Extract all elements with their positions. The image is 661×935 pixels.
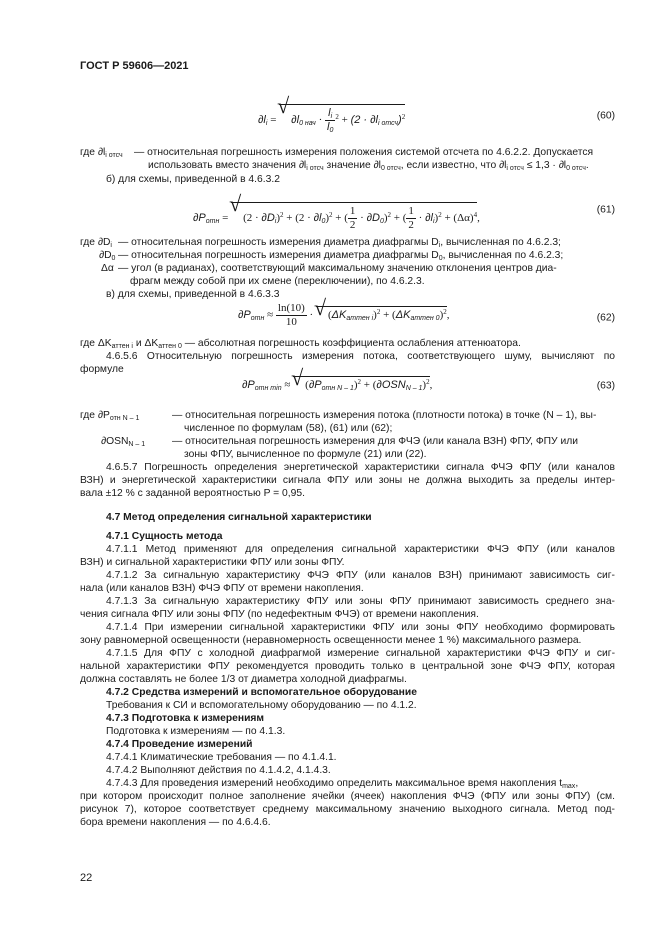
def63-d1-line2: численное по формулам (58), (61) или (62); — [184, 423, 393, 434]
p4712-line1: 4.7.1.2 За сигнальную характеристику ФЧЭ ФПУ (или каналов ВЗН) принимают зависимость сиг- — [106, 570, 615, 581]
p4714-line1: 4.7.1.4 При измерении сигнальной характеристики ФПУ или зоны ФПУ необходимо формировать — [106, 622, 615, 633]
p4715-line1: 4.7.1.5 Для ФПУ с холодной диафрагмой измерение сигнальной характеристики ФЧЭ ФПУ и сиг- — [106, 648, 615, 659]
p4741: 4.7.4.1 Климатические требования — по 4.1.4.1. — [106, 752, 337, 763]
equation-60-number: (60) — [596, 110, 615, 122]
def61-d1-text: — относительная погрешность измерения диаметра диафрагмы $D_i$, вычисленная по 4.6.2.3; — [118, 237, 561, 249]
p4656-line1: 4.6.5.6 Относительную погрешность измерения потока, соответствующего шуму, вычисляют по — [106, 351, 615, 362]
equation-62 — [80, 298, 615, 338]
section-4-7-2-text: Требования к СИ и вспомогательному оборудованию — по 4.1.2. — [106, 700, 417, 711]
def61-d2-symbol: $\partial D_0$ — [99, 250, 116, 262]
p4743-line2: при котором происходит полное заполнение ячейки (ячеек) накопления ФЧЭ (ФПУ или зоны ФПУ) (см. — [80, 791, 615, 802]
p4742: 4.7.4.2 Выполняют действия по 4.1.4.2, 4.1.4.3. — [106, 765, 331, 776]
p4713-line2: чения сигнала ФПУ или зоны ФПУ (по недефектным ФЧЭ) от времени накопления. — [80, 609, 479, 620]
p4713-line1: 4.7.1.3 За сигнальную характеристику ФПУ или зоны ФПУ принимают зависимость среднего зна- — [106, 596, 615, 607]
p4711-line1: 4.7.1.1 Метод применяют для определения сигнальной характеристики ФЧЭ ФПУ (или каналов — [106, 544, 615, 555]
p4715-line2: нальной характеристики ФПУ рекомендуется проводить только в центральной зоне ФЧЭ ФПУ, которая — [80, 661, 615, 672]
item-c: в) для схемы, приведенной в 4.6.3.3 — [106, 289, 280, 300]
section-4-7-1-title: 4.7.1 Сущность метода — [106, 531, 223, 542]
p4743-line4: бора времени накопления — по 4.6.4.6. — [80, 817, 271, 828]
p4657-line2: ВЗН) и энергетической характеристики сигнала ФПУ или зоны не должна выходить за пределы интер- — [80, 475, 615, 486]
def61-d1-symbol: где $\partial D_i$ — [80, 237, 112, 249]
def63-d2-symbol: $\partial OSN_{N - 1}$ — [101, 436, 146, 448]
section-4-7-title: 4.7 Метод определения сигнальной характеристики — [106, 512, 372, 523]
page-number: 22 — [80, 872, 93, 884]
section-4-7-3-title: 4.7.3 Подготовка к измерениям — [106, 713, 265, 724]
section-4-7-3-text: Подготовка к измерениям — по 4.1.3. — [106, 726, 286, 737]
standard-header: ГОСТ Р 59606—2021 — [80, 60, 189, 72]
def60-line2: использовать вместо значения $\partial l_{i отсч}$ значение $\partial l_{0 отсч}$, если известно, что $\partial l_{i отсч} \le 1,3 \cdot \partial l_{0 отсч}$. — [148, 160, 589, 172]
equation-62-formula: $\partial P_{отн}$ ≈ $\frac{\ln(10)}{10}$ · √ $(\Delta K_{аттен i})^2 + (\Delta K_{аттен 0})^2$, — [238, 302, 450, 329]
equation-63-formula: $\partial P_{отн min}$ ≈ √ $(\partial P_{отн N - 1})^2 + (\partial OSN_{N - 1})^2$, — [242, 376, 432, 392]
def63-d2-line1: — относительная погрешность измерения для ФЧЭ (или канала ВЗН) ФПУ, ФПУ или — [172, 436, 578, 447]
p4657-line3: вала ±12 % с заданной вероятностью P = 0,95. — [80, 488, 305, 499]
equation-62-number: (62) — [596, 312, 615, 324]
def63-d1-symbol: где $\partial P_{отн N - 1}$ — [80, 410, 140, 422]
equation-63 — [80, 366, 615, 406]
def61-d3-symbol: Δα — [101, 263, 114, 274]
def63-d1-line1: — относительная погрешность измерения потока (плотности потока) в точке (N – 1), вы- — [172, 410, 597, 421]
p4656-line2: формуле — [80, 364, 124, 375]
def62: где $\Delta K_{аттен i}$ и $\Delta K_{аттен 0}$ — абсолютная погрешность коэффициента ослабления аттенюатора. — [80, 338, 521, 350]
section-4-7-4-title: 4.7.4 Проведение измерений — [106, 739, 253, 750]
p4714-line2: зону равномерной освещенности (неравномерность освещенности менее 1 %) максимального размера. — [80, 635, 582, 646]
def63-d2-line2: зоны ФПУ, вычисленное по формуле (21) или (22). — [184, 449, 427, 460]
equation-61-number: (61) — [596, 204, 615, 216]
def61-d2-text: — относительная погрешность измерения диаметра диафрагмы $D_0$, вычисленная по 4.6.2.3; — [118, 250, 564, 262]
p4711-line2: ВЗН) и сигнальной характеристики ФПУ или зоны ФПУ. — [80, 557, 345, 568]
equation-63-number: (63) — [596, 380, 615, 392]
section-4-7-2-title: 4.7.2 Средства измерений и вспомогательное оборудование — [106, 687, 417, 698]
def61-d3-line2: фрагм между собой при их смене (переключении), по 4.6.2.3. — [130, 276, 425, 287]
def60-line1: — относительная погрешность измерения положения системой отсчета по 4.6.2.2. Допускается — [134, 147, 594, 158]
equation-60-formula: $\partial l_i$ = √ $\partial l_{0 нач}$ · $\frac{l_i}{l_0}$ $^2 + (2 \cdot \partial l_{i отсч})^2$ — [258, 104, 405, 134]
p4715-line3: должна составлять не более 1/3 от диаметра холодной диафрагмы. — [80, 674, 407, 685]
equation-61 — [80, 190, 615, 230]
p4657-line1: 4.6.5.7 Погрешность определения энергетической характеристики сигнала ФЧЭ ФПУ (или каналов — [106, 462, 615, 473]
equation-61-formula: $\partial P_{отн}$ = √ $(2 \cdot \partial D_i)^2 + (2 \cdot \partial l_0)^2$ + ( $\frac{1}{2}$ · $\partial D_0)^2$ + ( $\frac{1}{2}$ · $\partial l_i)^2 + (\Delta\alpha)^4$, — [193, 202, 480, 232]
equation-60 — [80, 96, 615, 136]
def61-d3-line1: — угол (в радианах), соответствующий максимальному значению отклонения центров диа- — [118, 263, 557, 274]
p4743-line3: рисунок 7), которое соответствует среднему максимальному значению выходного сигнала. Метод под- — [80, 804, 615, 815]
p4712-line2: нала (или каналов ВЗН) ФЧЭ ФПУ от времени накопления. — [80, 583, 364, 594]
p4743-line1: 4.7.4.3 Для проведения измерений необходимо определить максимальное время накопления $t_{max}$, — [106, 778, 579, 790]
item-b: б) для схемы, приведенной в 4.6.3.2 — [106, 174, 280, 185]
def60-symbol: где $\partial l_{i отсч}$ — [80, 147, 123, 159]
